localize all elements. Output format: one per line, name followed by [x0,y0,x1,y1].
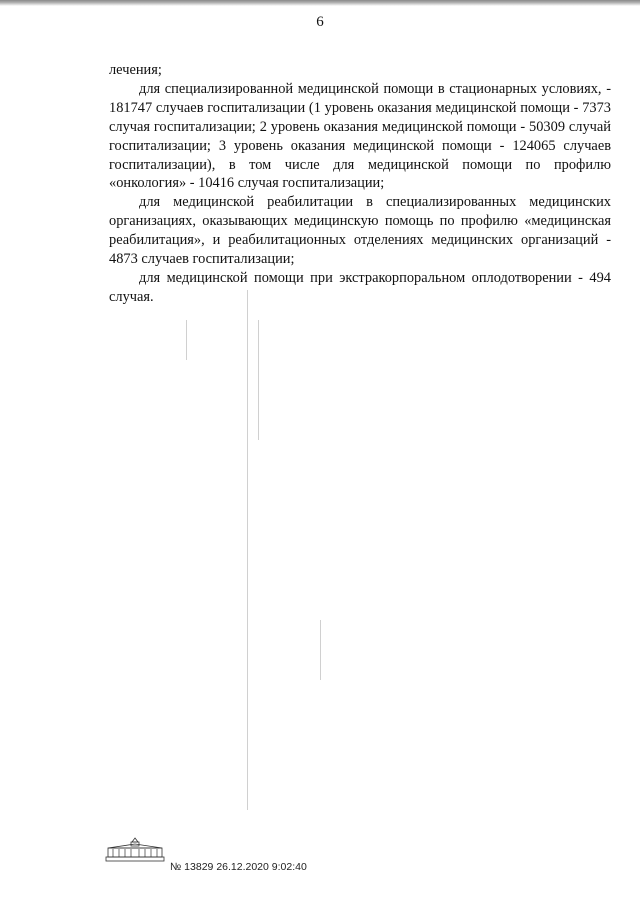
scan-edge-shadow [0,0,640,6]
paragraph-rehabilitation: для медицинской реабилитации в специализированных медицинских организациях, оказывающих медицинскую помощь по профилю «медицинская реабилитация», и реабилитационных отделениях медицинских организаций - 4873 случаев госпитализации; [109,194,611,268]
scan-artifact-line [320,620,321,680]
scan-artifact-line [186,320,187,360]
building-stamp-icon [104,836,166,862]
doc-datetime: 26.12.2020 9:02:40 [216,861,307,873]
paragraph-continuation: лечения; [109,62,162,78]
document-registration-info [170,861,307,873]
document-body [109,61,611,307]
scan-artifact-line [258,320,259,440]
paragraph-specialized-care: для специализированной медицинской помощи в стационарных условиях, - 181747 случаев госпитализации (1 уровень оказания медицинской помощи - 7373 случая госпитализации; 2 уровень оказания медицинской помощи - 50309 случай госпитализации; 3 уровень оказания медицинской помощи - 124065 случаев госпитализации), в том числе для медицинской помощи по профилю «онкология» - 10416 случая госпитализации; [109,80,611,192]
paragraph-ivf: для медицинской помощи при экстракорпоральном оплодотворении - 494 случая. [109,269,611,305]
page-number: 6 [316,14,324,30]
scan-artifact-line [247,290,248,810]
doc-number: № 13829 [170,861,214,873]
